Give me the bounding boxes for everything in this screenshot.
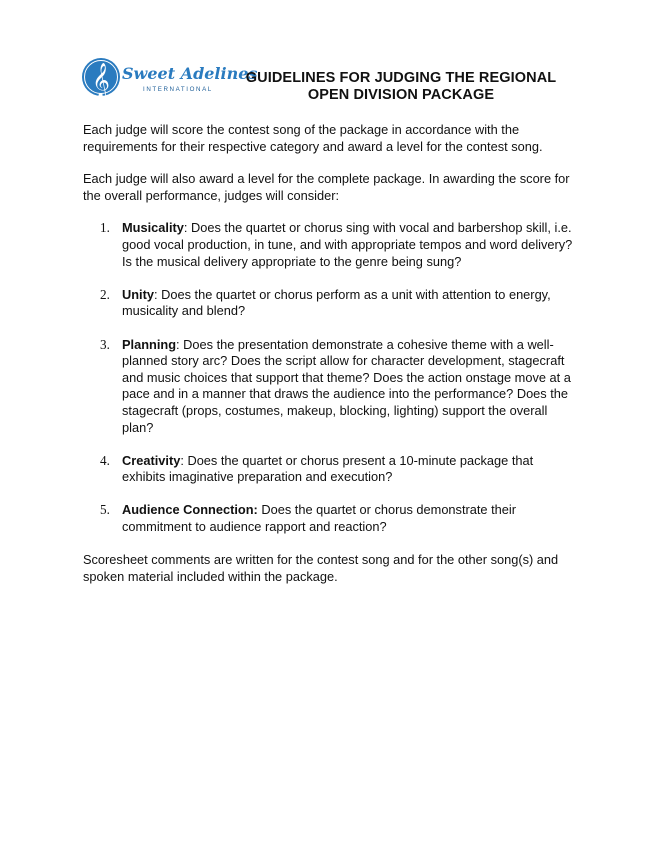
svg-text:𝄞: 𝄞 — [92, 63, 110, 98]
criteria-list — [83, 220, 573, 535]
criterion-planning — [83, 337, 573, 437]
document-header — [81, 56, 581, 112]
criterion-separator: : — [183, 220, 188, 236]
criterion-number: 1. — [100, 220, 110, 236]
criterion-text: Does the quartet or chorus present a 10-minute package that exhibits imaginative preparation and execution? — [122, 452, 534, 485]
treble-clef-icon — [82, 58, 120, 99]
criterion-separator: : — [180, 452, 184, 468]
logo-subtitle-text: INTERNATIONAL — [143, 86, 213, 93]
page-title — [231, 70, 571, 104]
criterion-term: Audience Connection: — [122, 502, 258, 518]
intro-paragraph-2: Each judge will also award a level for the complete package. In awarding the score for the overall performance, judges will consider: — [83, 171, 570, 203]
criterion-separator: : — [176, 336, 180, 352]
title-line-1: GUIDELINES FOR JUDGING THE REGIONAL — [245, 70, 557, 86]
closing-paragraph: Scoresheet comments are written for the contest song and for the other song(s) and spoken material included within the package. — [83, 552, 559, 584]
logo-brand-text: Sweet Adelines — [122, 64, 258, 83]
criterion-unity — [83, 287, 573, 320]
criterion-number: 2. — [100, 286, 110, 302]
criterion-number: 3. — [100, 336, 110, 352]
criterion-text: Does the quartet or chorus sing with vocal and barbershop skill, i.e. good vocal production, in tune, and with appropriate tempos and word delivery? Is the musical delivery appropriate to the genre being sung? — [122, 220, 573, 269]
criterion-term: Creativity — [122, 452, 181, 468]
criterion-term: Unity — [122, 286, 154, 302]
criterion-number: 4. — [100, 452, 110, 468]
criterion-creativity — [83, 453, 573, 486]
title-line-2: OPEN DIVISION PACKAGE — [307, 87, 495, 103]
document-body — [83, 122, 573, 601]
criterion-text: Does the quartet or chorus perform as a unit with attention to energy, musicality and blend? — [122, 286, 551, 319]
criterion-musicality — [83, 220, 573, 270]
criterion-text: Does the quartet or chorus demonstrate their commitment to audience rapport and reaction? — [122, 502, 517, 535]
criterion-audience-connection — [83, 502, 573, 535]
criterion-number: 5. — [100, 502, 110, 518]
criterion-separator: : — [154, 286, 158, 302]
criterion-term: Musicality — [122, 220, 184, 236]
criterion-term: Planning — [122, 336, 177, 352]
intro-paragraph-1: Each judge will score the contest song of the package in accordance with the requirements for their respective category and award a level for the contest song. — [83, 122, 543, 154]
sweet-adelines-logo — [81, 56, 258, 100]
criterion-text: Does the presentation demonstrate a cohesive theme with a well-planned story arc? Does the script allow for character development, stagecraft and music choices that support that theme? Does the action onstage move at a pace and in a manner that draws the audience into the performance? Does the stagecraft (props, costumes, makeup, blocking, lighting) support the overall plan? — [122, 336, 571, 435]
